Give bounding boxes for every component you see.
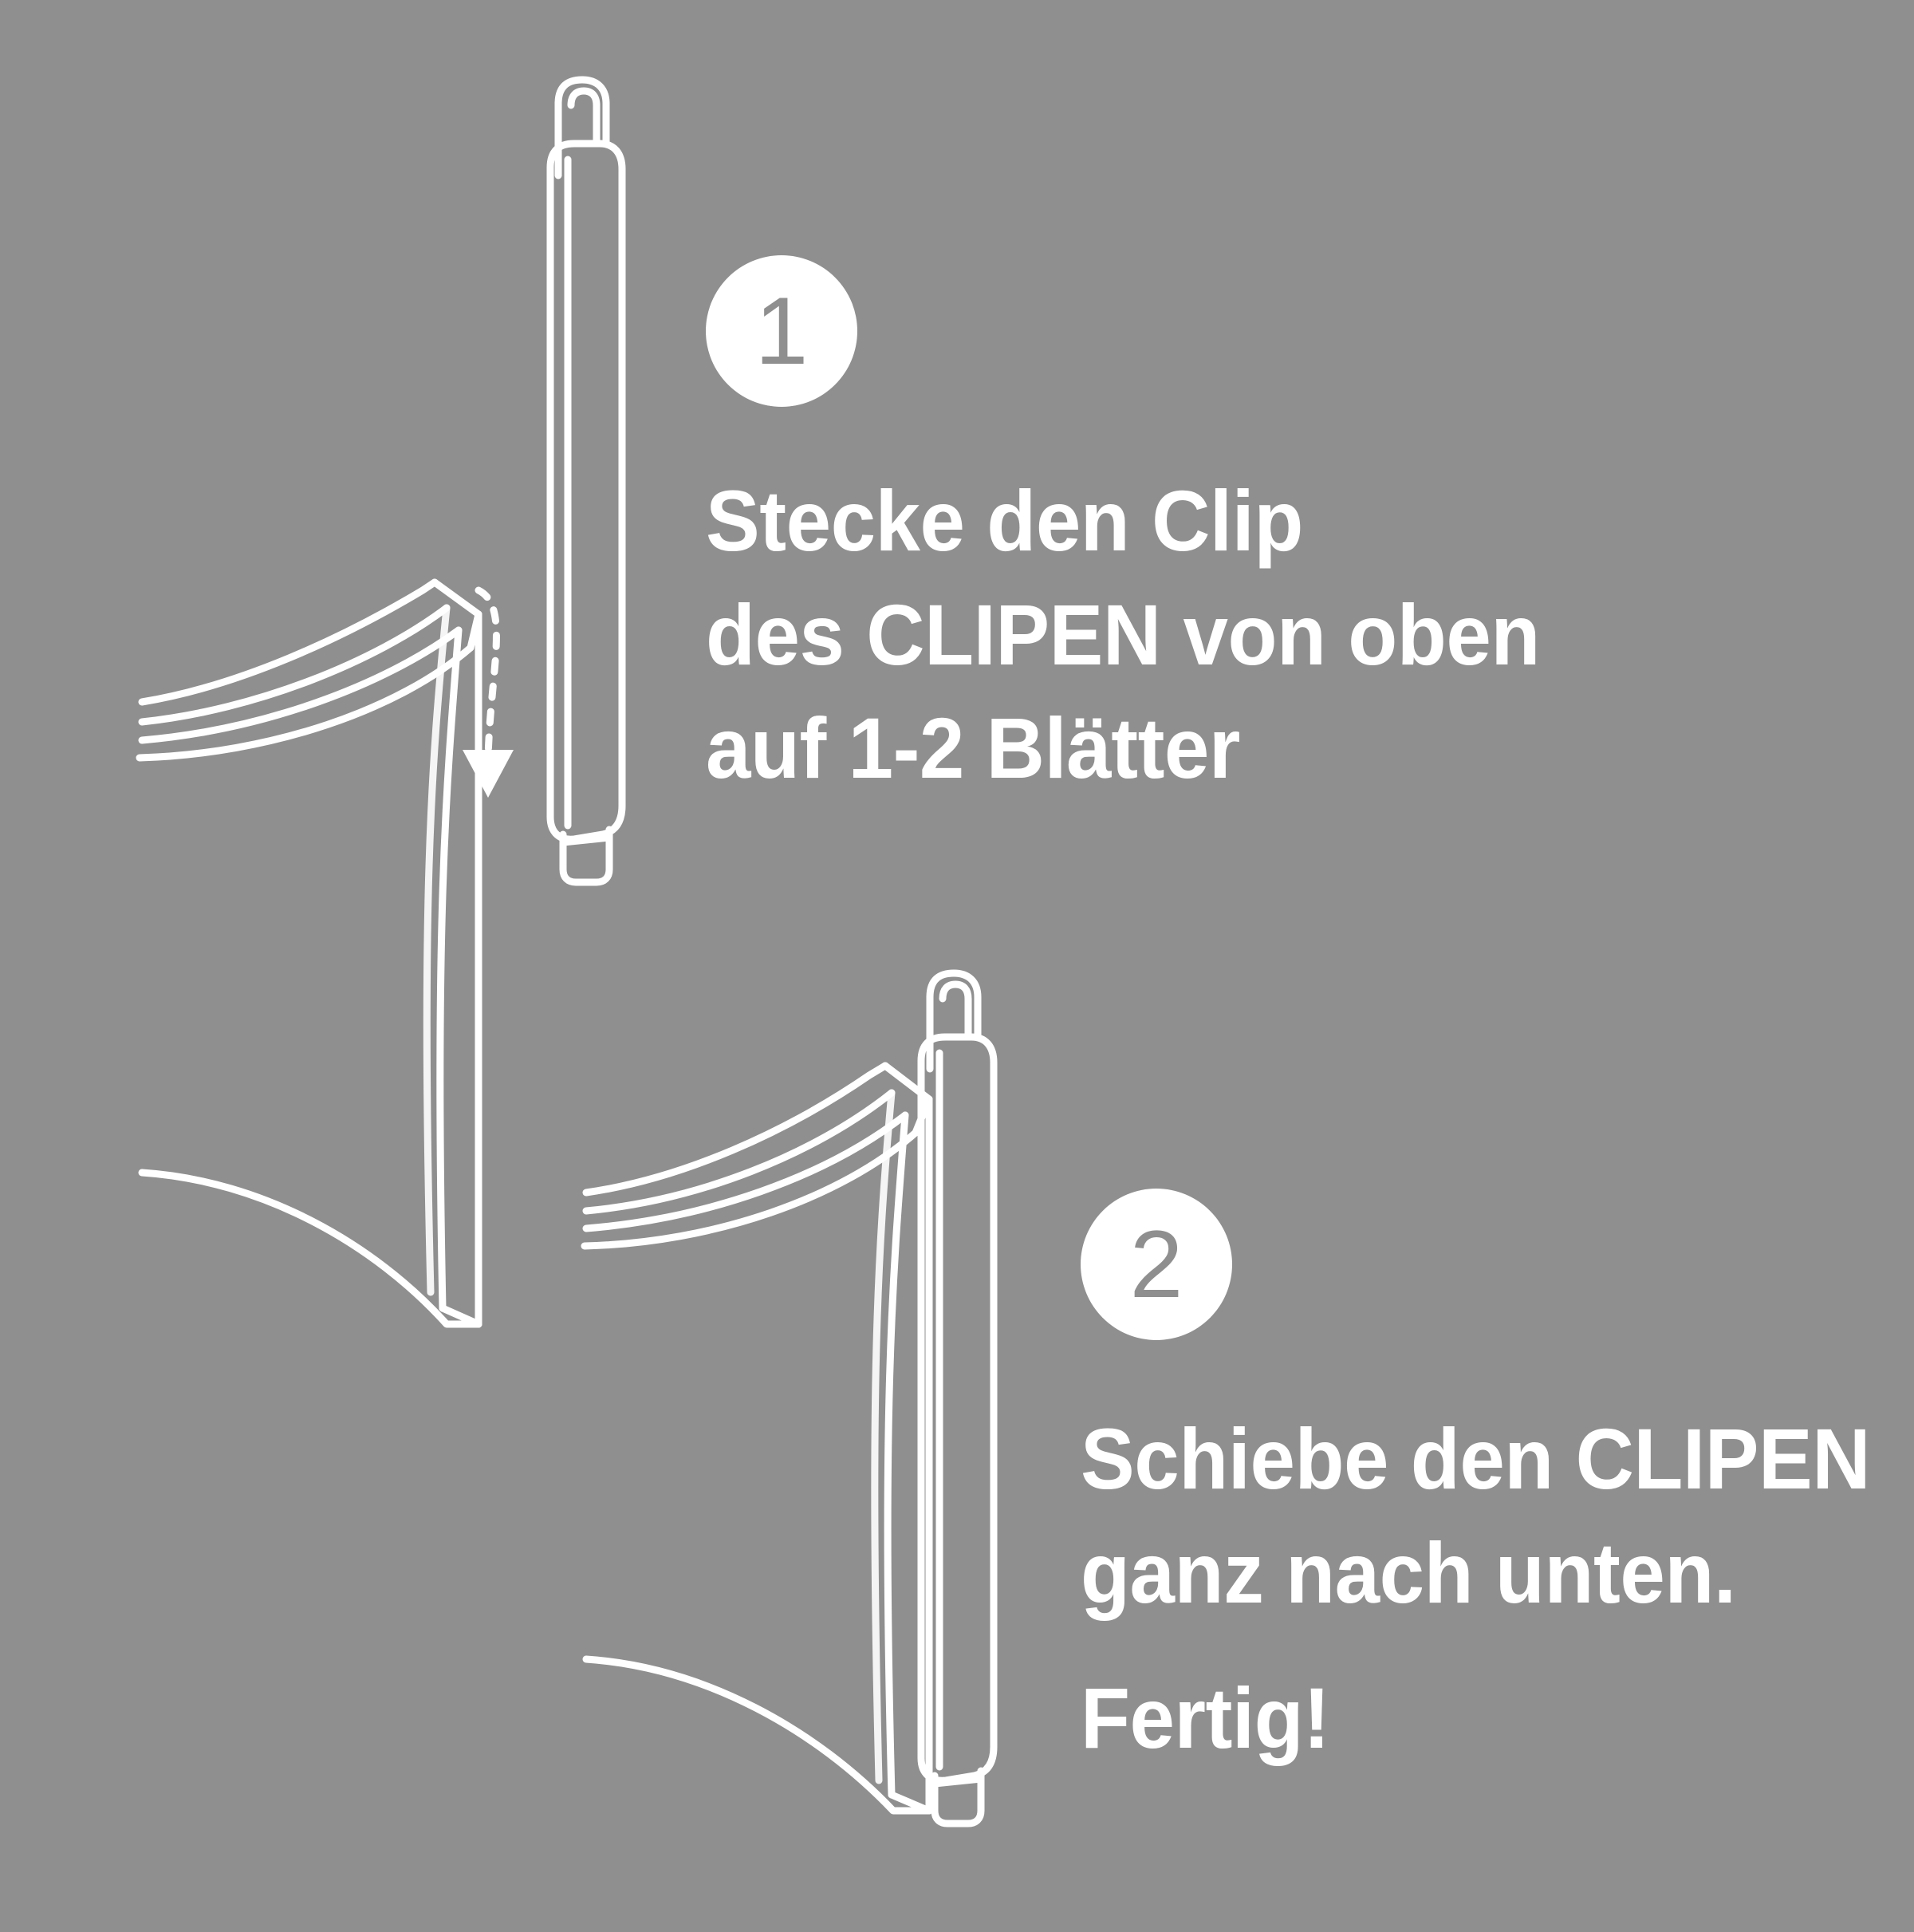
- arrow-head: [463, 750, 514, 798]
- step-2-caption: [1081, 1402, 1870, 1776]
- step-2-caption-line-3: Fertig!: [1081, 1670, 1330, 1767]
- step-2-number-badge: [1081, 1189, 1232, 1340]
- step-1-caption-line-2: des CLIPEN von oben: [706, 586, 1540, 683]
- step-2-caption-line-1: Schiebe den CLIPEN: [1081, 1410, 1871, 1507]
- paper-sheets-upper: [140, 582, 478, 1324]
- paper-sheets-lower: [585, 1066, 929, 1811]
- step-1-caption-line-1: Stecke den Clip: [706, 472, 1303, 569]
- step-1-caption-line-3: auf 1-2 Blätter: [706, 700, 1240, 797]
- step-2-number: 2: [1129, 1211, 1183, 1318]
- step-2-caption-line-2: ganz nach unten.: [1081, 1524, 1736, 1621]
- step-1-number-badge: [706, 255, 857, 407]
- step-1-caption: [706, 464, 1540, 806]
- step-2-block: [1081, 1189, 1914, 1776]
- step-1-block: [706, 255, 1593, 806]
- step-1-number: 1: [754, 278, 809, 384]
- clipen-pen-step1: [550, 80, 622, 882]
